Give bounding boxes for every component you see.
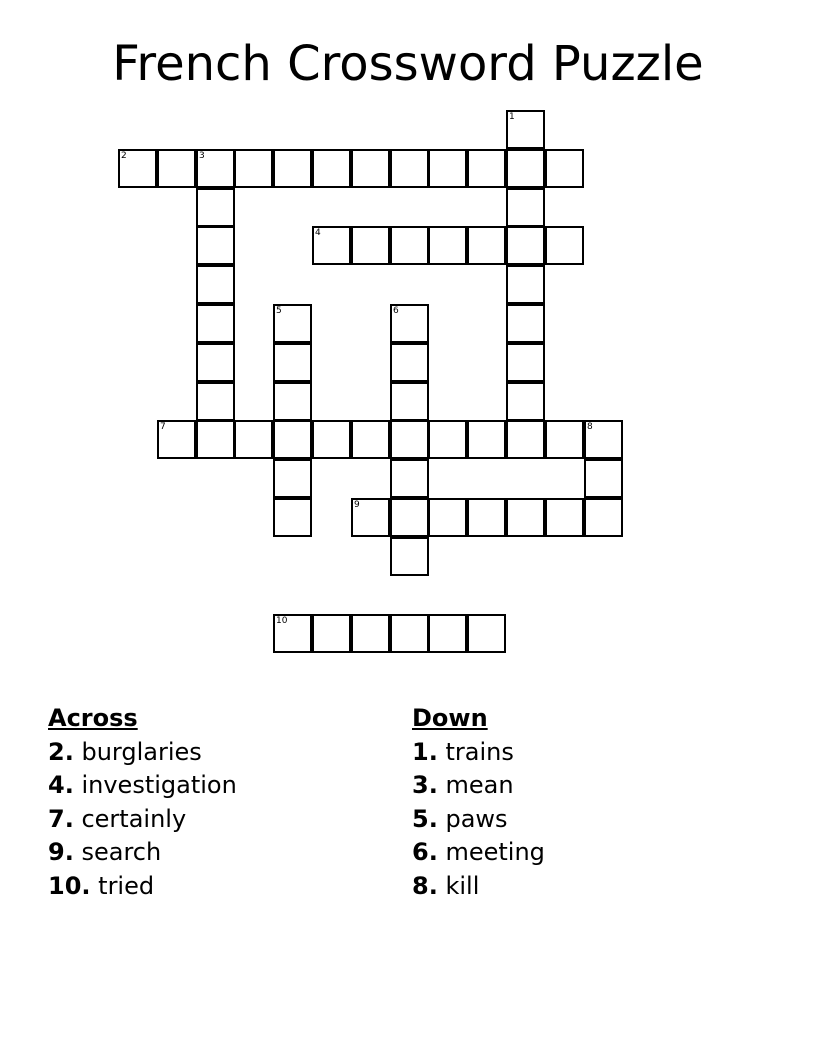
grid-cell[interactable] — [157, 149, 196, 188]
grid-cell[interactable] — [196, 149, 235, 188]
grid-cell[interactable] — [196, 420, 235, 459]
clue-item — [412, 870, 545, 904]
grid-cell[interactable] — [506, 498, 545, 537]
grid-cell[interactable] — [584, 420, 623, 459]
grid-cell[interactable] — [234, 420, 273, 459]
clue-text: burglaries — [81, 737, 202, 766]
grid-cell[interactable] — [273, 614, 312, 653]
grid-cell[interactable] — [196, 226, 235, 265]
clue-text: meeting — [445, 838, 545, 866]
grid-cell[interactable] — [273, 304, 312, 343]
clue-number: 4. — [48, 771, 74, 799]
clue-text: tried — [98, 871, 155, 900]
grid-cell[interactable] — [312, 420, 351, 459]
clue-text: paws — [445, 804, 508, 833]
clue-number-label: 10 — [276, 616, 288, 626]
grid-cell[interactable] — [390, 343, 429, 382]
grid-cell[interactable] — [118, 149, 157, 188]
clue-item — [412, 736, 545, 770]
clue-number-label: 3 — [199, 151, 205, 161]
grid-cell[interactable] — [351, 498, 390, 537]
grid-cell[interactable] — [273, 149, 312, 188]
grid-cell[interactable] — [545, 149, 584, 188]
clue-number-label: 7 — [160, 422, 166, 432]
clue-number-label: 4 — [315, 228, 321, 238]
grid-cell[interactable] — [390, 226, 429, 265]
clue-item — [412, 836, 545, 870]
grid-cell[interactable] — [506, 304, 545, 343]
grid-cell[interactable] — [157, 420, 196, 459]
grid-cell[interactable] — [196, 265, 235, 304]
grid-cell[interactable] — [390, 382, 429, 421]
clue-item — [412, 769, 545, 803]
grid-cell[interactable] — [428, 498, 467, 537]
clue-number-label: 2 — [121, 151, 127, 161]
grid-cell[interactable] — [390, 459, 429, 498]
grid-cell[interactable] — [545, 420, 584, 459]
grid-cell[interactable] — [545, 498, 584, 537]
grid-cell[interactable] — [467, 226, 506, 265]
grid-cell[interactable] — [312, 149, 351, 188]
grid-cell[interactable] — [390, 304, 429, 343]
grid-cell[interactable] — [196, 382, 235, 421]
grid-cell[interactable] — [390, 614, 429, 653]
clue-number: 9. — [48, 838, 74, 866]
clue-item — [48, 736, 237, 770]
grid-cell[interactable] — [506, 382, 545, 421]
grid-cell[interactable] — [506, 149, 545, 188]
grid-cell[interactable] — [506, 188, 545, 227]
grid-cell[interactable] — [196, 188, 235, 227]
clue-number: 6. — [412, 838, 438, 866]
grid-cell[interactable] — [390, 498, 429, 537]
puzzle-title: French Crossword Puzzle — [112, 36, 704, 92]
grid-cell[interactable] — [273, 498, 312, 537]
down-clues — [412, 702, 545, 903]
clue-number: 8. — [412, 871, 438, 900]
clue-text: kill — [445, 871, 480, 900]
grid-cell[interactable] — [351, 420, 390, 459]
grid-cell[interactable] — [467, 498, 506, 537]
grid-cell[interactable] — [351, 614, 390, 653]
clue-text: search — [81, 838, 162, 866]
grid-cell[interactable] — [584, 459, 623, 498]
clue-number: 5. — [412, 804, 438, 833]
grid-cell[interactable] — [390, 537, 429, 576]
clue-number-label: 5 — [276, 306, 282, 316]
grid-cell[interactable] — [351, 149, 390, 188]
grid-cell[interactable] — [428, 149, 467, 188]
clue-number: 1. — [412, 737, 438, 766]
grid-cell[interactable] — [312, 226, 351, 265]
grid-cell[interactable] — [273, 343, 312, 382]
grid-cell[interactable] — [506, 420, 545, 459]
clue-item — [48, 803, 237, 837]
grid-cell[interactable] — [428, 420, 467, 459]
grid-cell[interactable] — [584, 498, 623, 537]
clue-text: certainly — [81, 804, 187, 833]
clue-item — [48, 836, 237, 870]
grid-cell[interactable] — [196, 343, 235, 382]
grid-cell[interactable] — [351, 226, 390, 265]
clue-number: 2. — [48, 737, 74, 766]
crossword-grid — [118, 110, 622, 654]
clue-number-label: 6 — [393, 306, 399, 316]
grid-cell[interactable] — [506, 265, 545, 304]
clue-text: investigation — [81, 771, 237, 799]
clue-number: 3. — [412, 771, 438, 799]
clue-number: 10. — [48, 871, 91, 900]
grid-cell[interactable] — [273, 420, 312, 459]
down-heading: Down — [412, 704, 488, 732]
clue-number: 7. — [48, 804, 74, 833]
grid-cell[interactable] — [273, 459, 312, 498]
grid-cell[interactable] — [545, 226, 584, 265]
grid-cell[interactable] — [506, 226, 545, 265]
grid-cell[interactable] — [234, 149, 273, 188]
across-clues — [48, 702, 237, 903]
grid-cell[interactable] — [467, 420, 506, 459]
clue-number-label: 8 — [587, 422, 593, 432]
grid-cell[interactable] — [506, 110, 545, 149]
across-heading: Across — [48, 704, 138, 732]
clue-number-label: 1 — [509, 112, 515, 122]
grid-cell[interactable] — [390, 149, 429, 188]
grid-cell[interactable] — [428, 226, 467, 265]
clue-number-label: 9 — [354, 500, 360, 510]
clue-item — [48, 769, 237, 803]
grid-cell[interactable] — [506, 343, 545, 382]
grid-cell[interactable] — [390, 420, 429, 459]
clue-text: mean — [445, 771, 514, 799]
clue-item — [412, 803, 545, 837]
grid-cell[interactable] — [196, 304, 235, 343]
grid-cell[interactable] — [428, 614, 467, 653]
grid-cell[interactable] — [467, 614, 506, 653]
clue-item — [48, 870, 237, 904]
grid-cell[interactable] — [273, 382, 312, 421]
clue-text: trains — [445, 737, 514, 766]
grid-cell[interactable] — [467, 149, 506, 188]
grid-cell[interactable] — [312, 614, 351, 653]
